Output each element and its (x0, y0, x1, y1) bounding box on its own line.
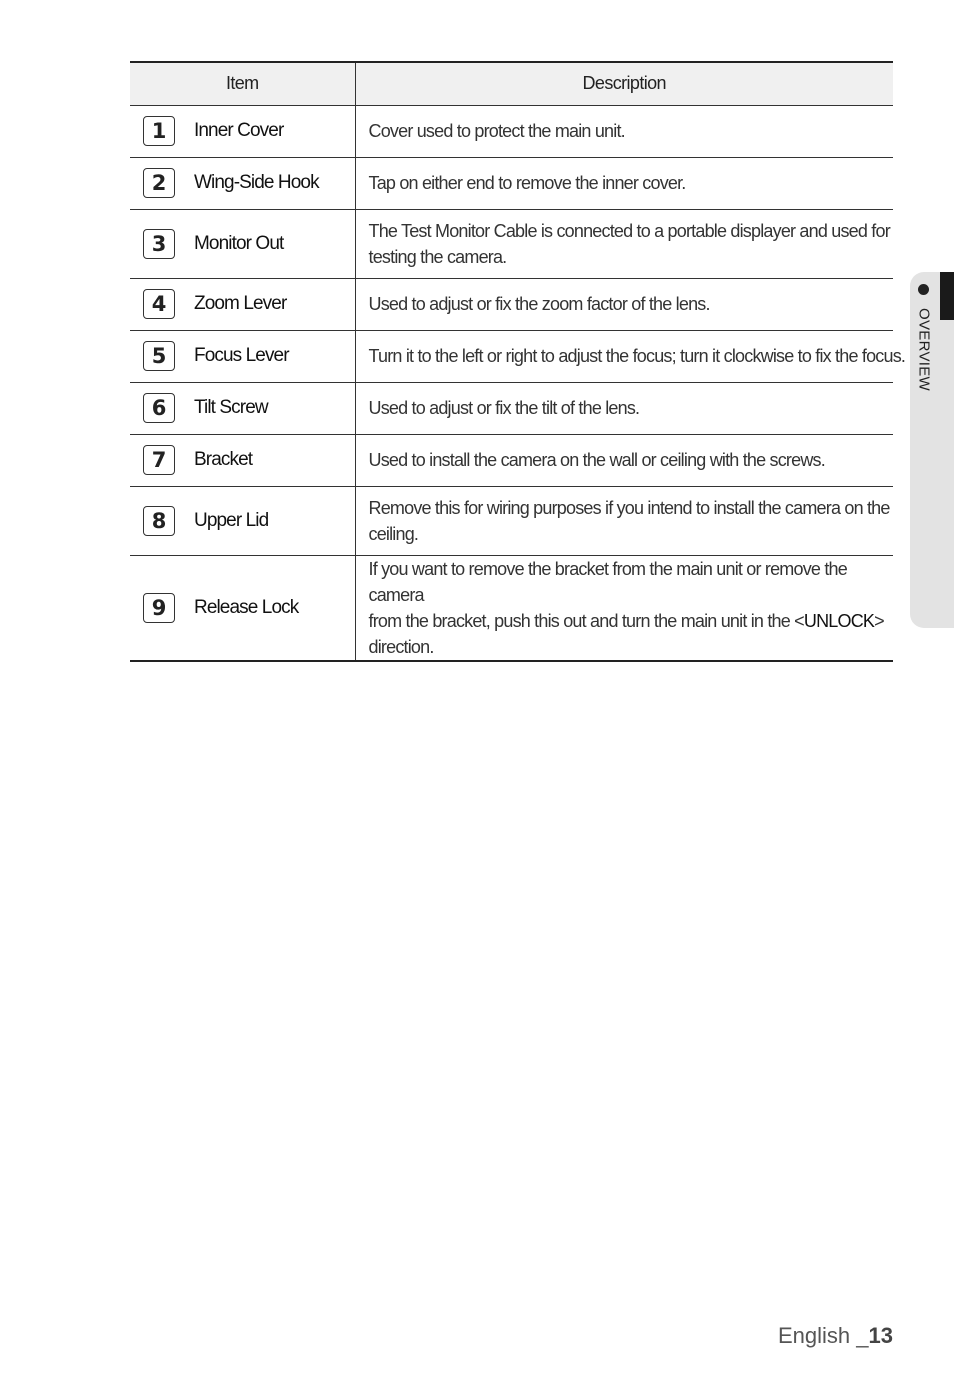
description-cell (355, 382, 893, 434)
parts-table (130, 61, 906, 662)
section-label: OVERVIEW (915, 308, 933, 391)
description-text: Remove this for wiring purposes if you intend to install the camera on the (368, 497, 890, 518)
item-number-badge: 2 (143, 168, 175, 198)
description-cell (355, 555, 893, 661)
description-cell (355, 105, 893, 157)
item-cell (130, 278, 355, 330)
table-row (130, 209, 893, 278)
item-cell (130, 382, 355, 434)
description-cell (355, 486, 893, 555)
description-text: Tap on either end to remove the inner cover. (368, 173, 686, 193)
header-description: Description (355, 62, 893, 105)
table-row (130, 486, 893, 555)
description-cell (355, 157, 893, 209)
item-cell (130, 330, 355, 382)
item-number-badge: 8 (143, 506, 175, 536)
description-cell (355, 330, 906, 382)
description-text: > (874, 610, 884, 631)
item-cell (130, 434, 355, 486)
item-number-badge: 1 (143, 116, 175, 146)
item-number-badge: 4 (143, 289, 175, 319)
item-number-badge: 5 (143, 341, 175, 371)
footer-language: English _ (778, 1323, 869, 1348)
page-number: 13 (868, 1323, 893, 1348)
table-row (130, 105, 893, 157)
table-header-row (130, 62, 893, 105)
unlock-keyword: UNLOCK (803, 610, 875, 631)
description-cell (355, 434, 893, 486)
item-name: Bracket (194, 449, 253, 470)
table-row (130, 555, 893, 661)
description-text: The Test Monitor Cable is connected to a portable displayer and used for (368, 220, 890, 241)
item-name: Wing-Side Hook (194, 172, 319, 193)
description-text: from the bracket, push this out and turn the main unit in the < (368, 610, 804, 631)
item-cell (130, 209, 355, 278)
table-row (130, 330, 893, 382)
table-row (130, 434, 893, 486)
description-text: Used to install the camera on the wall or ceiling with the screws. (368, 450, 825, 470)
header-item: Item (130, 62, 355, 105)
table-row (130, 382, 893, 434)
item-cell (130, 486, 355, 555)
item-name: Upper Lid (194, 509, 269, 531)
description-text: direction. (368, 636, 434, 657)
description-text: If you want to remove the bracket from the main unit or remove the camera (368, 558, 847, 605)
item-cell (130, 555, 355, 661)
description-text: testing the camera. (368, 246, 507, 267)
item-name: Tilt Screw (194, 397, 268, 418)
item-number-badge: 3 (143, 229, 175, 259)
description-cell (355, 209, 893, 278)
description-text: Cover used to protect the main unit. (368, 121, 625, 141)
item-number-badge: 9 (143, 593, 175, 623)
description-cell (355, 278, 893, 330)
item-name: Zoom Lever (194, 293, 287, 314)
table-row (130, 157, 893, 209)
description-text: Turn it to the left or right to adjust the focus; turn it clockwise to fix the focus. (368, 346, 906, 366)
table-row (130, 278, 893, 330)
item-name: Inner Cover (194, 120, 284, 141)
item-cell (130, 105, 355, 157)
item-number-badge: 6 (143, 393, 175, 423)
description-text: Used to adjust or fix the zoom factor of the lens. (368, 294, 710, 314)
item-cell (130, 157, 355, 209)
description-text: ceiling. (368, 523, 419, 544)
item-name: Monitor Out (194, 232, 284, 254)
page-footer (778, 1323, 893, 1349)
item-name: Focus Lever (194, 345, 289, 366)
item-number-badge: 7 (143, 445, 175, 475)
side-tab-marker (940, 272, 954, 320)
description-text: Used to adjust or fix the tilt of the lens. (368, 398, 640, 418)
item-name: Release Lock (194, 596, 299, 618)
bullet-icon (918, 284, 929, 295)
